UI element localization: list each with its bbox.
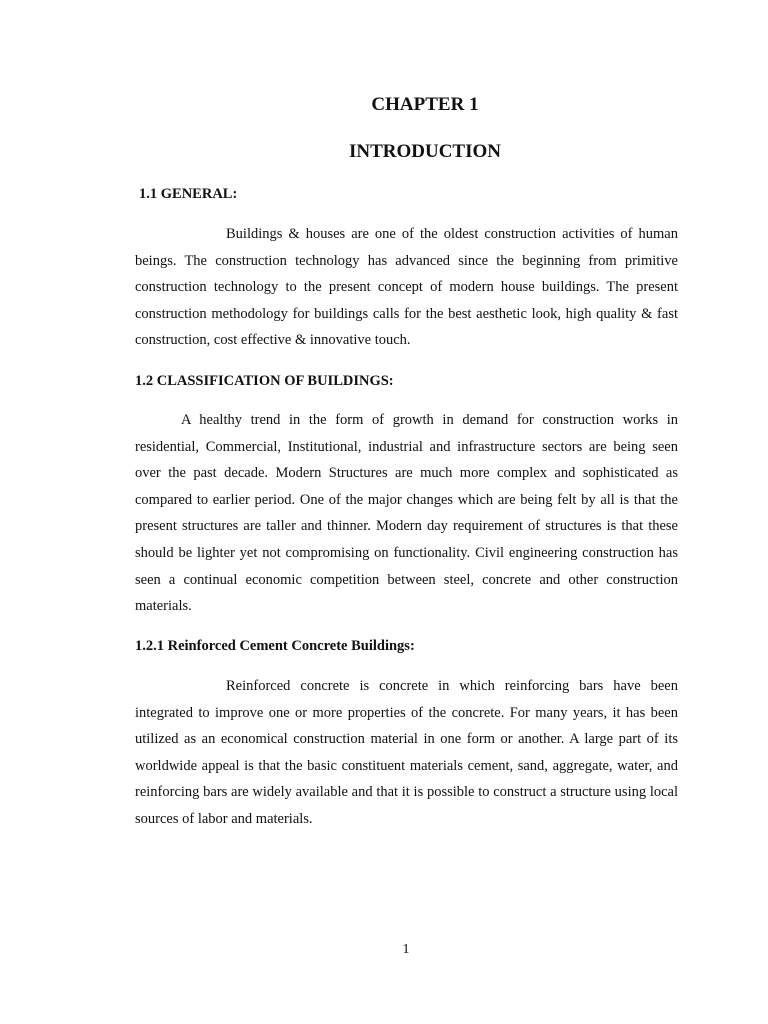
section-heading-rcc: 1.2.1 Reinforced Cement Concrete Buildings: <box>135 638 415 654</box>
chapter-title: INTRODUCTION <box>348 141 502 162</box>
section-heading-classification: 1.2 CLASSIFICATION OF BUILDINGS: <box>135 373 394 389</box>
paragraph-general: Buildings & houses are one of the oldest construction activities of human beings. The construction technology has advanced since the beginning from primitive construction technology to the present concept of modern house buildings. The present construction methodology for buildings calls for the best aesthetic look, high quality & fast construction, cost effective & innovative touch. <box>135 226 678 349</box>
paragraph-classification: A healthy trend in the form of growth in demand for construction works in residential, Commercial, Institutional, industrial and infrastructure sectors are being seen over the past decade. Modern Structures are much more complex and sophisticated as compared to earlier period. One of the major changes which are being felt by all is that the present structures are taller and thinner. Modern day requirement of structures is that these should be lighter yet not compromising on functionality. Civil engineering construction has seen a continual economic competition between steel, concrete and other construction materials. <box>135 412 678 615</box>
chapter-number: CHAPTER 1 <box>371 94 479 115</box>
section-heading-general: 1.1 GENERAL: <box>139 186 238 202</box>
page-number: 1 <box>402 942 410 957</box>
paragraph-rcc: Reinforced concrete is concrete in which reinforcing bars have been integrated to improve one or more properties of the concrete. For many years, it has been utilized as an economical construction material in one form or another. A large part of its worldwide appeal is that the basic constituent materials cement, sand, aggregate, water, and reinforcing bars are widely available and that it is possible to construct a structure using local sources of labor and materials. <box>135 678 678 827</box>
